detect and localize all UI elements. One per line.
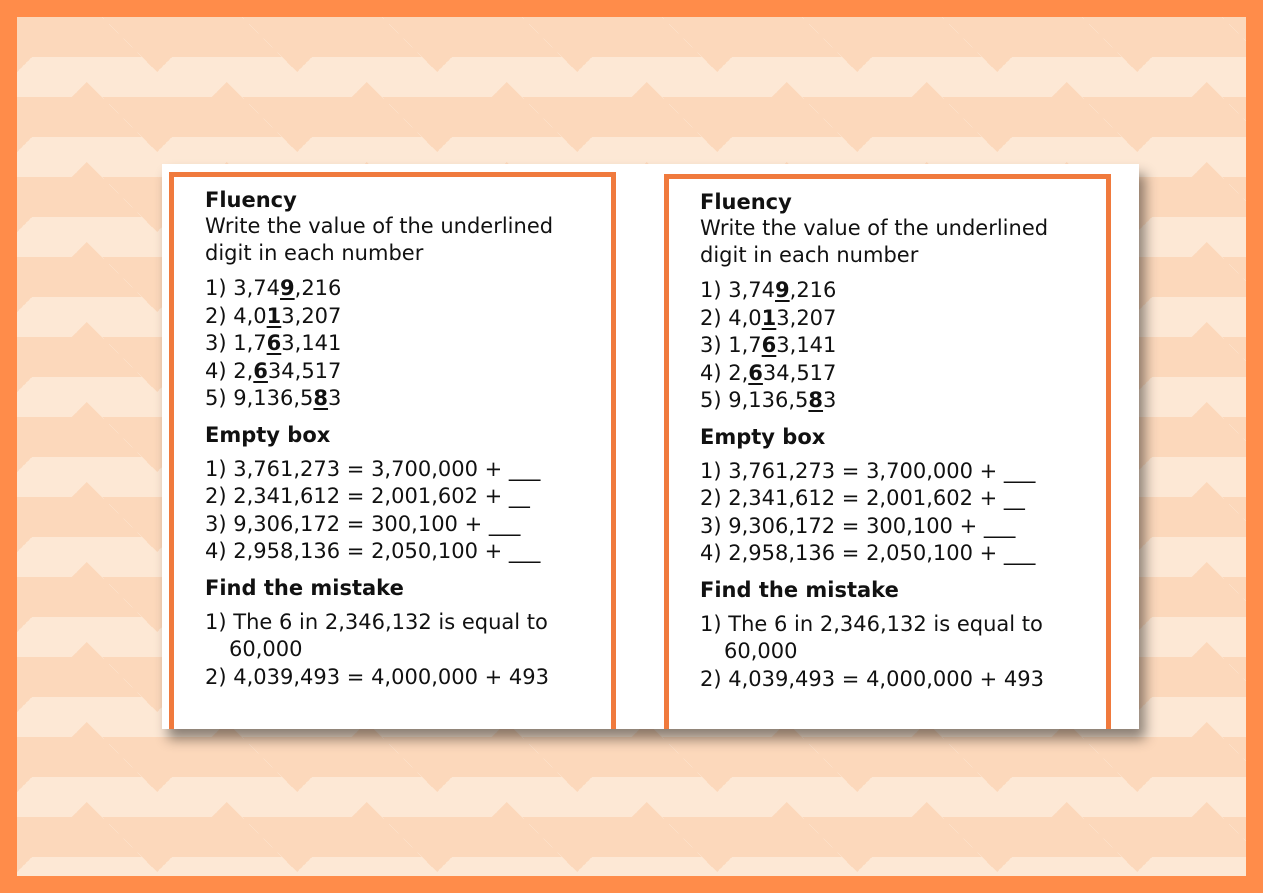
underlined-digit: 6: [748, 360, 763, 385]
fluency-item: 5) 9,136,583: [205, 386, 342, 410]
underlined-digit: 8: [313, 386, 329, 410]
empty-box-item: 1) 3,761,273 = 3,700,000 + ___: [205, 456, 541, 481]
find-mistake-list: [205, 609, 603, 692]
fluency-item: 5) 9,136,583: [700, 388, 837, 412]
empty-box-item: 2) 2,341,612 = 2,001,602 + __: [700, 486, 1025, 510]
empty-box-item: 3) 9,306,172 = 300,100 + ___: [700, 513, 1016, 538]
underlined-digit: 1: [266, 303, 282, 328]
underlined-digit: 9: [775, 278, 790, 302]
empty-box-item: 1) 3,761,273 = 3,700,000 + ___: [700, 458, 1036, 483]
underlined-digit: 9: [280, 276, 295, 300]
empty-box-item: 3) 9,306,172 = 300,100 + ___: [205, 511, 521, 536]
worksheet-preview: [162, 164, 1139, 729]
empty-box-list: [205, 456, 603, 566]
mistake-item: 1) The 6 in 2,346,132 is equal to: [205, 609, 548, 634]
empty-box-item: 4) 2,958,136 = 2,050,100 + ___: [205, 539, 541, 563]
find-mistake-list: [700, 611, 1098, 694]
underlined-digit: 6: [253, 358, 268, 383]
find-mistake-heading: Find the mistake: [700, 577, 899, 602]
fluency-item: 2) 4,013,207: [700, 305, 837, 330]
find-mistake-heading: Find the mistake: [205, 575, 404, 600]
empty-box-heading: Empty box: [700, 424, 826, 449]
fluency-item: 2) 4,013,207: [205, 303, 342, 328]
mistake-item: 2) 4,039,493 = 4,000,000 + 493: [205, 664, 549, 689]
card-content: [700, 189, 1098, 693]
task-card-right: [664, 174, 1111, 729]
mistake-item-continuation: 60,000: [724, 639, 798, 663]
fluency-item: 4) 2,634,517: [205, 358, 342, 383]
underlined-digit: 1: [761, 305, 777, 330]
fluency-heading: Fluency: [700, 190, 792, 214]
fluency-instruction: Write the value of the underlined digit in each number: [205, 214, 554, 265]
fluency-instruction: Write the value of the underlined digit in each number: [700, 216, 1049, 267]
empty-box-list: [700, 458, 1098, 568]
fluency-item: 3) 1,763,141: [205, 331, 342, 355]
underlined-digit: 6: [761, 333, 777, 357]
mistake-item-continuation: 60,000: [229, 637, 303, 661]
fluency-heading: Fluency: [205, 188, 297, 212]
mistake-item: 2) 4,039,493 = 4,000,000 + 493: [700, 666, 1044, 691]
empty-box-item: 4) 2,958,136 = 2,050,100 + ___: [700, 541, 1036, 565]
underlined-digit: 6: [266, 331, 282, 355]
mistake-item: 1) The 6 in 2,346,132 is equal to: [700, 611, 1043, 636]
fluency-item: 1) 3,749,216: [700, 278, 837, 302]
card-content: [205, 187, 603, 691]
fluency-list: [700, 277, 1098, 415]
fluency-item: 1) 3,749,216: [205, 276, 342, 300]
empty-box-item: 2) 2,341,612 = 2,001,602 + __: [205, 484, 530, 508]
chevron-background: [17, 17, 1246, 876]
underlined-digit: 8: [808, 388, 824, 412]
fluency-item: 4) 2,634,517: [700, 360, 837, 385]
empty-box-heading: Empty box: [205, 422, 331, 447]
fluency-item: 3) 1,763,141: [700, 333, 837, 357]
task-card-left: [169, 172, 616, 729]
fluency-list: [205, 275, 603, 413]
